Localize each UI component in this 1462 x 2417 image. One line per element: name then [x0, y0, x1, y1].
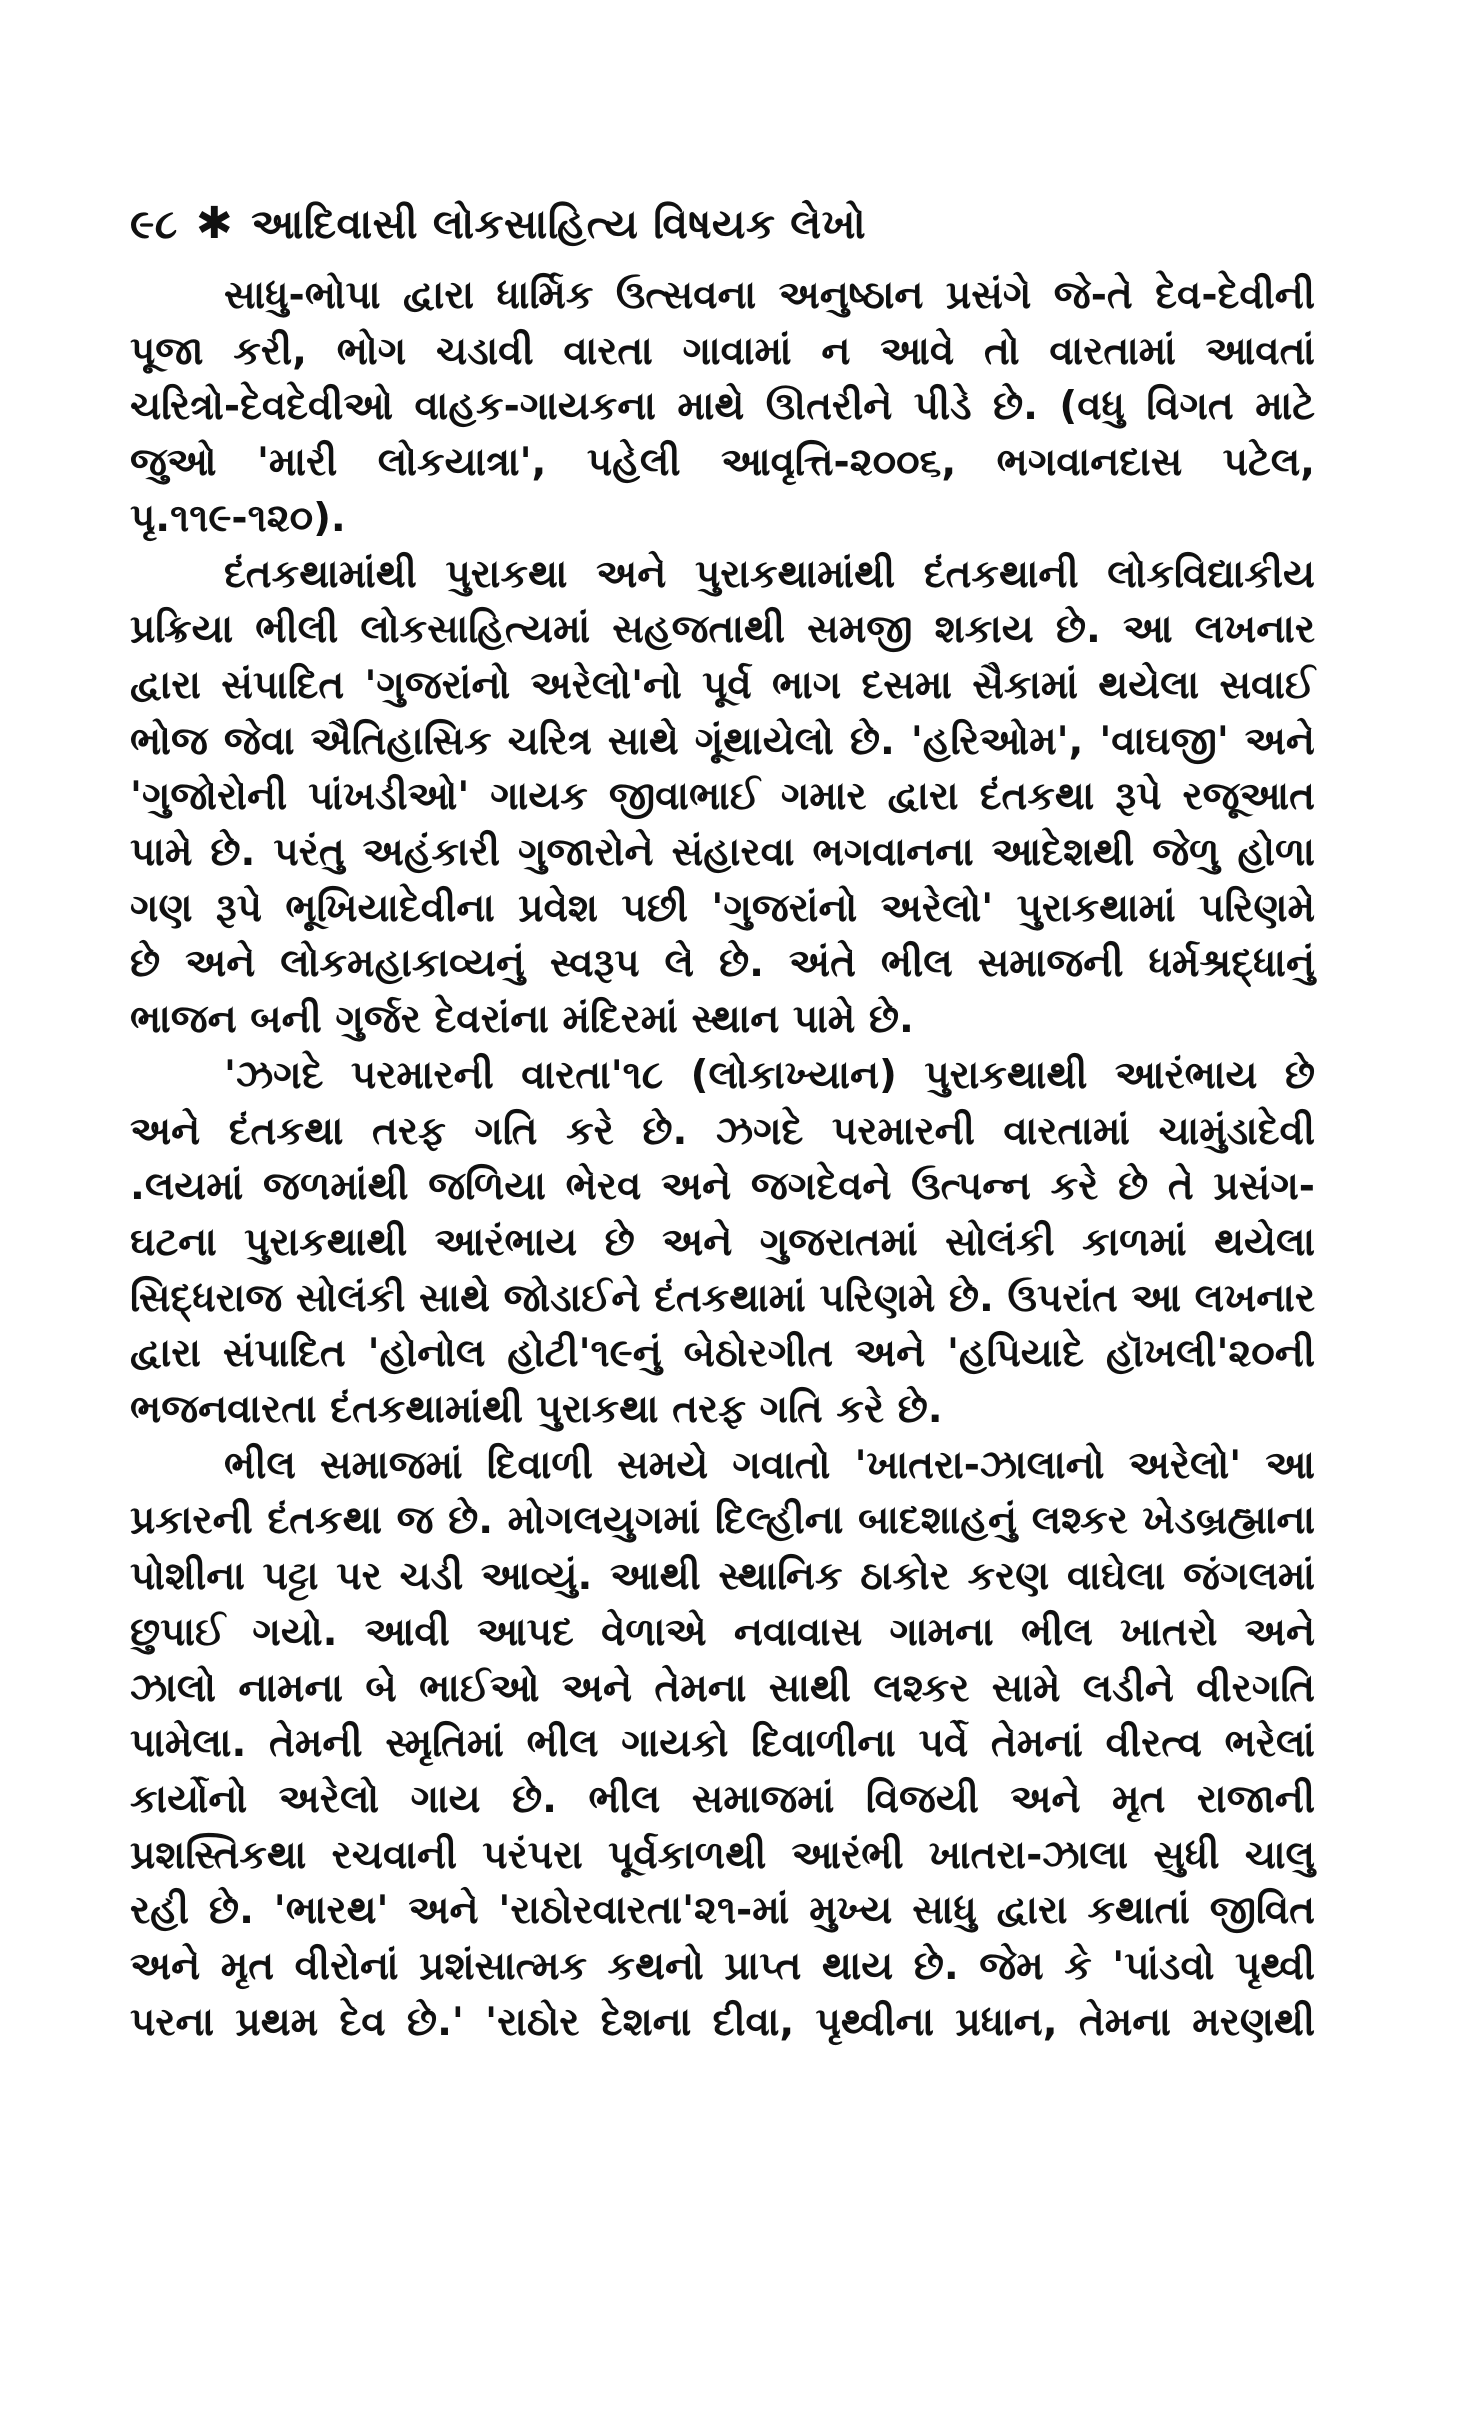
text-line: પામે છે. પરંતુ અહંકારી ગુજારોને સંહારવા ભગવાનના આદેશથી જેળુ હોળા: [130, 830, 1315, 876]
text-line: અને દંતકથા તરફ ગતિ કરે છે. ઝગદે પરમારની વારતામાં ચામુંડાદેવી: [130, 1108, 1315, 1154]
text-line: ચરિત્રો-દેવદેવીઓ વાહક-ગાયકના માથે ઊતરીને પીડે છે. (વધુ વિગત માટે: [130, 384, 1315, 430]
text-line: પ્રશસ્તિકથા રચવાની પરંપરા પૂર્વકાળથી આરંભી ખાતરા-ઝાલા સુધી ચાલુ: [130, 1832, 1315, 1878]
text-line: છુપાઈ ગયો. આવી આપદ વેળાએ નવાવાસ ગામના ભીલ ખાતરો અને: [130, 1609, 1315, 1655]
text-line: સાધુ-ભોપા દ્વારા ધાર્મિક ઉત્સવના અનુષ્ઠાન પ્રસંગે જે-તે દેવ-દેવીની: [224, 273, 1315, 318]
text-line: કાર્યોનો અરેલો ગાય છે. ભીલ સમાજમાં વિજયી અને મૃત રાજાની: [130, 1776, 1315, 1822]
text-line: 'ગુજોરોની પાંખડીઓ' ગાયક જીવાભાઈ ગમાર દ્વારા દંતકથા રૂપે રજૂઆત: [130, 774, 1315, 820]
text-line: પ્રક્રિયા ભીલી લોકસાહિત્યમાં સહજતાથી સમજી શકાય છે. આ લખનાર: [130, 607, 1315, 653]
text-line: ભજનવારતા દંતકથામાંથી પુરાકથા તરફ ગતિ કરે છે.: [130, 1387, 943, 1433]
asterisk-separator-icon: ✱: [195, 198, 234, 249]
text-line: છે અને લોકમહાકાવ્યનું સ્વરૂપ લે છે. અંતે ભીલ સમાજની ધર્મશ્રદ્ધાનું: [130, 941, 1315, 987]
text-line: પ્રકારની દંતકથા જ છે. મોગલયુગમાં દિલ્હીના બાદશાહનું લશ્કર ખેડબ્રહ્માના: [130, 1498, 1315, 1544]
page-number: ૯૮: [130, 200, 178, 248]
text-line: 'ઝગદે પરમારની વારતા'૧૮ (લોકાખ્યાન) પુરાકથાથી આરંભાય છે: [224, 1052, 1315, 1098]
running-header: [130, 196, 1310, 252]
text-line: પોશીના પટ્ટા પર ચડી આવ્યું. આથી સ્થાનિક ઠાકોર કરણ વાઘેલા જંગલમાં: [130, 1554, 1315, 1600]
paragraph: [130, 268, 1315, 547]
text-line: ઘટના પુરાકથાથી આરંભાય છે અને ગુજરાતમાં સોલંકી કાળમાં થયેલા: [130, 1219, 1315, 1265]
text-line: ભીલ સમાજમાં દિવાળી સમયે ગવાતો 'ખાતરા-ઝાલાનો અરેલો' આ: [224, 1442, 1315, 1488]
running-title: આદિવાસી લોકસાહિત્ય વિષયક લેખો: [251, 200, 867, 248]
text-line: ભોજ જેવા ઐતિહાસિક ચરિત્ર સાથે ગૂંથાયેલો છે. 'હરિઓમ', 'વાઘજી' અને: [130, 718, 1315, 764]
paragraph: [130, 1438, 1315, 2051]
text-line: દંતકથામાંથી પુરાકથા અને પુરાકથામાંથી દંતકથાની લોકવિદ્યાકીય: [224, 551, 1315, 597]
text-line: દ્વારા સંપાદિત 'હોનોલ હોટી'૧૯નું બેઠોરગીત અને 'હપિયાદે હૉખલી'૨૦ની: [130, 1331, 1315, 1377]
text-line: રહી છે. 'ભારથ' અને 'રાઠોરવારતા'૨૧-માં મુખ્ય સાધુ દ્વારા કથાતાં જીવિત: [130, 1888, 1315, 1934]
body-text: [130, 268, 1315, 2051]
text-line: પરના પ્રથમ દેવ છે.' 'રાઠોર દેશના દીવા, પૃથ્વીના પ્રધાન, તેમના મરણથી: [130, 1999, 1315, 2045]
text-line: ઝાલો નામના બે ભાઈઓ અને તેમના સાથી લશ્કર સામે લડીને વીરગતિ: [130, 1665, 1315, 1711]
paragraph: [130, 1048, 1315, 1438]
text-line: જુઓ 'મારી લોકયાત્રા', પહેલી આવૃત્તિ-૨૦૦૬, ભગવાનદાસ પટેલ,: [130, 440, 1315, 486]
text-line: પામેલા. તેમની સ્મૃતિમાં ભીલ ગાયકો દિવાળીના પર્વે તેમનાં વીરત્વ ભરેલાં: [130, 1721, 1315, 1767]
text-line: ભાજન બની ગુર્જર દેવરાંના મંદિરમાં સ્થાન પામે છે.: [130, 997, 914, 1043]
text-line: પૃ.૧૧૯-૧૨૦).: [130, 495, 346, 541]
text-line: .લયમાં જળમાંથી જળિયા ભેરવ અને જગદેવને ઉત્પન્ન કરે છે તે પ્રસંગ-: [130, 1164, 1315, 1210]
text-line: પૂજા કરી, ભોગ ચડાવી વારતા ગાવામાં ન આવે તો વારતામાં આવતાં: [130, 328, 1315, 374]
text-line: અને મૃત વીરોનાં પ્રશંસાત્મક કથનો પ્રાપ્ત થાય છે. જેમ કે 'પાંડવો પૃથ્વી: [130, 1944, 1315, 1990]
paragraph: [130, 547, 1315, 1048]
text-line: ગણ રૂપે ભૂખિયાદેવીના પ્રવેશ પછી 'ગુજરાંનો અરેલો' પુરાકથામાં પરિણમે: [130, 885, 1315, 931]
text-line: સિદ્ધરાજ સોલંકી સાથે જોડાઈને દંતકથામાં પરિણમે છે. ઉપરાંત આ લખનાર: [130, 1275, 1315, 1321]
text-line: દ્વારા સંપાદિત 'ગુજરાંનો અરેલો'નો પૂર્વ ભાગ દસમા સૈકામાં થયેલા સવાઈ: [130, 662, 1315, 708]
